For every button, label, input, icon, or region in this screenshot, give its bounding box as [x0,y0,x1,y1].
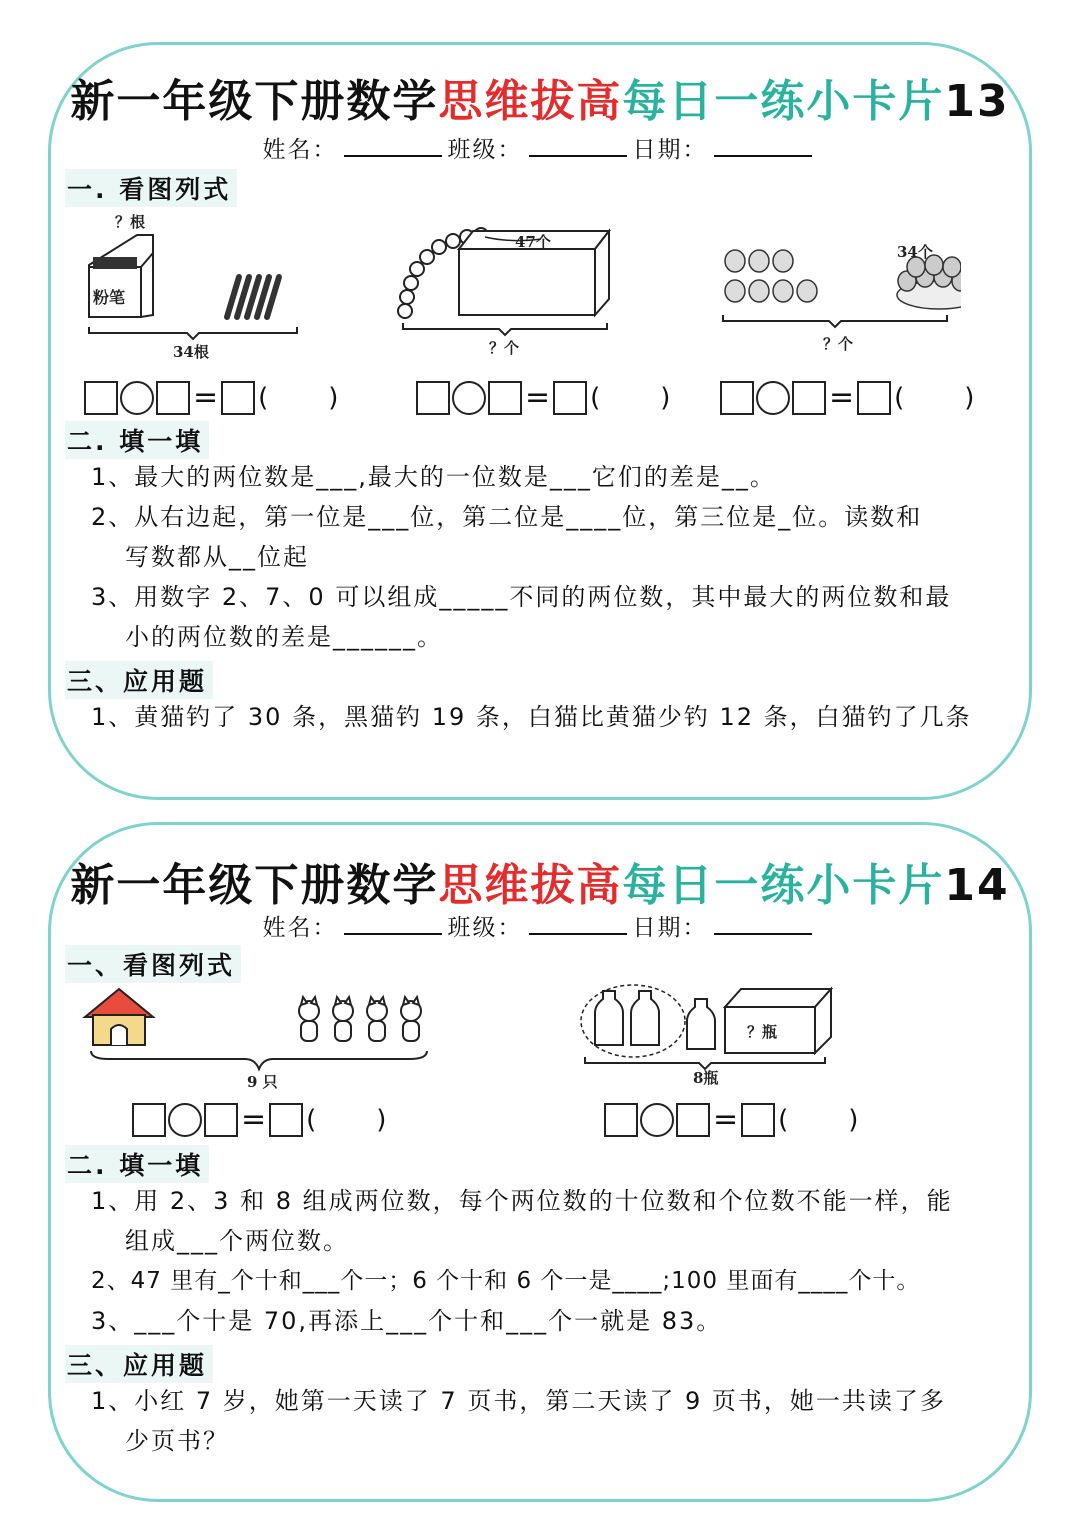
result-box [221,381,255,415]
name-blank[interactable] [344,133,442,157]
chalk-total-label: 34根 [173,343,209,361]
number-box [132,1103,166,1137]
equation-blank-2[interactable]: = ( ) [603,1099,858,1140]
beads-box-count-label: 47个 [515,233,551,251]
question-1: 1、最大的两位数是___,最大的一位数是___它们的差是__。 [91,463,776,491]
date-blank[interactable] [714,911,812,935]
section-fill-in: 二. 填一填 [65,1145,209,1183]
strawberry-total-label: ？个 [823,335,854,353]
name-blank[interactable] [344,911,442,935]
bottles-box-picture [575,979,845,1089]
section-word-problems: 三、应用题 [65,661,213,699]
box-question-label: ？瓶 [747,1023,778,1041]
chalk-question-label: ？根 [115,213,146,231]
operator-circle [120,381,154,415]
operator-circle [452,381,486,415]
chalk-box-label: 粉笔 [93,288,126,307]
operator-circle [640,1103,674,1137]
date-label: 日期： [632,137,708,163]
number-box [84,381,118,415]
worksheet-card-13 [48,42,1032,800]
number-box [676,1103,710,1137]
operator-circle [756,381,790,415]
name-label: 姓名： [262,137,338,163]
plate-count-label: 34个 [897,243,933,261]
question-2-cont: 写数都从__位起 [125,543,309,571]
card-title: 新一年级下册数学思维拔高每日一练小卡片13 [70,76,1010,127]
number-box [416,381,450,415]
date-label: 日期： [632,915,708,941]
name-label: 姓名： [262,915,338,941]
number-box [604,1103,638,1137]
question-2: 2、从右边起，第一位是___位，第二位是____位，第三位是_位。读数和 [91,503,923,531]
equation-blank-1[interactable]: = ( ) [131,1099,386,1140]
fill-in-questions [91,457,1013,657]
date-blank[interactable] [714,133,812,157]
equation-blank-3[interactable]: = ( ) [719,377,974,418]
section-look-and-write: 一. 看图列式 [65,169,237,207]
operator-circle [168,1103,202,1137]
number-box [488,381,522,415]
word-problem-1: 1、小红 7 岁，她第一天读了 7 页书，第二天读了 9 页书，她一共读了多 [91,1387,946,1415]
question-3: 3、用数字 2、7、0 可以组成_____不同的两位数，其中最大的两位数和最 [91,583,952,611]
word-problems [91,1381,1013,1461]
number-box [792,381,826,415]
question-3: 3、___个十是 70,再添上___个十和___个一就是 83。 [91,1307,723,1335]
word-problems [91,697,1013,737]
student-info-line [51,131,1029,164]
result-box [269,1103,303,1137]
class-blank[interactable] [529,133,627,157]
word-problem-1-cont: 少页书？ [125,1427,229,1455]
number-box [204,1103,238,1137]
question-3-cont: 小的两位数的差是______。 [125,623,443,651]
section-word-problems: 三、应用题 [65,1345,213,1383]
number-box [720,381,754,415]
cats-total-label: 9 只 [247,1073,278,1091]
section-fill-in: 二. 填一填 [65,421,209,459]
number-box [156,381,190,415]
worksheet-card-14 [48,822,1032,1502]
class-label: 班级： [447,137,523,163]
word-problem-1: 1、黄猫钓了 30 条，黑猫钓 19 条，白猫比黄猫少钓 12 条，白猫钓了几条 [91,703,972,731]
student-info-line [51,909,1029,942]
house-cats-picture [79,983,439,1093]
beads-box-picture [381,213,621,363]
beads-total-label: ？个 [489,339,520,357]
question-1-cont: 组成___个两位数。 [125,1227,349,1255]
result-box [741,1103,775,1137]
chalk-box-picture [77,205,317,365]
result-box [553,381,587,415]
class-label: 班级： [447,915,523,941]
equation-blank-1[interactable]: = ( ) [83,377,338,418]
class-blank[interactable] [529,911,627,935]
bottles-total-label: 8瓶 [693,1069,719,1087]
section-look-and-write: 一、看图列式 [65,945,241,983]
result-box [857,381,891,415]
question-1: 1、用 2、3 和 8 组成两位数，每个两位数的十位数和个位数不能一样，能 [91,1187,953,1215]
strawberry-picture [711,237,961,357]
card-title: 新一年级下册数学思维拔高每日一练小卡片14 [70,860,1010,911]
equation-blank-2[interactable]: = ( ) [415,377,670,418]
question-2: 2、47 里有_个十和___个一；6 个十和 6 个一是____;100 里面有____个十。 [91,1268,921,1294]
fill-in-questions [91,1181,1013,1341]
